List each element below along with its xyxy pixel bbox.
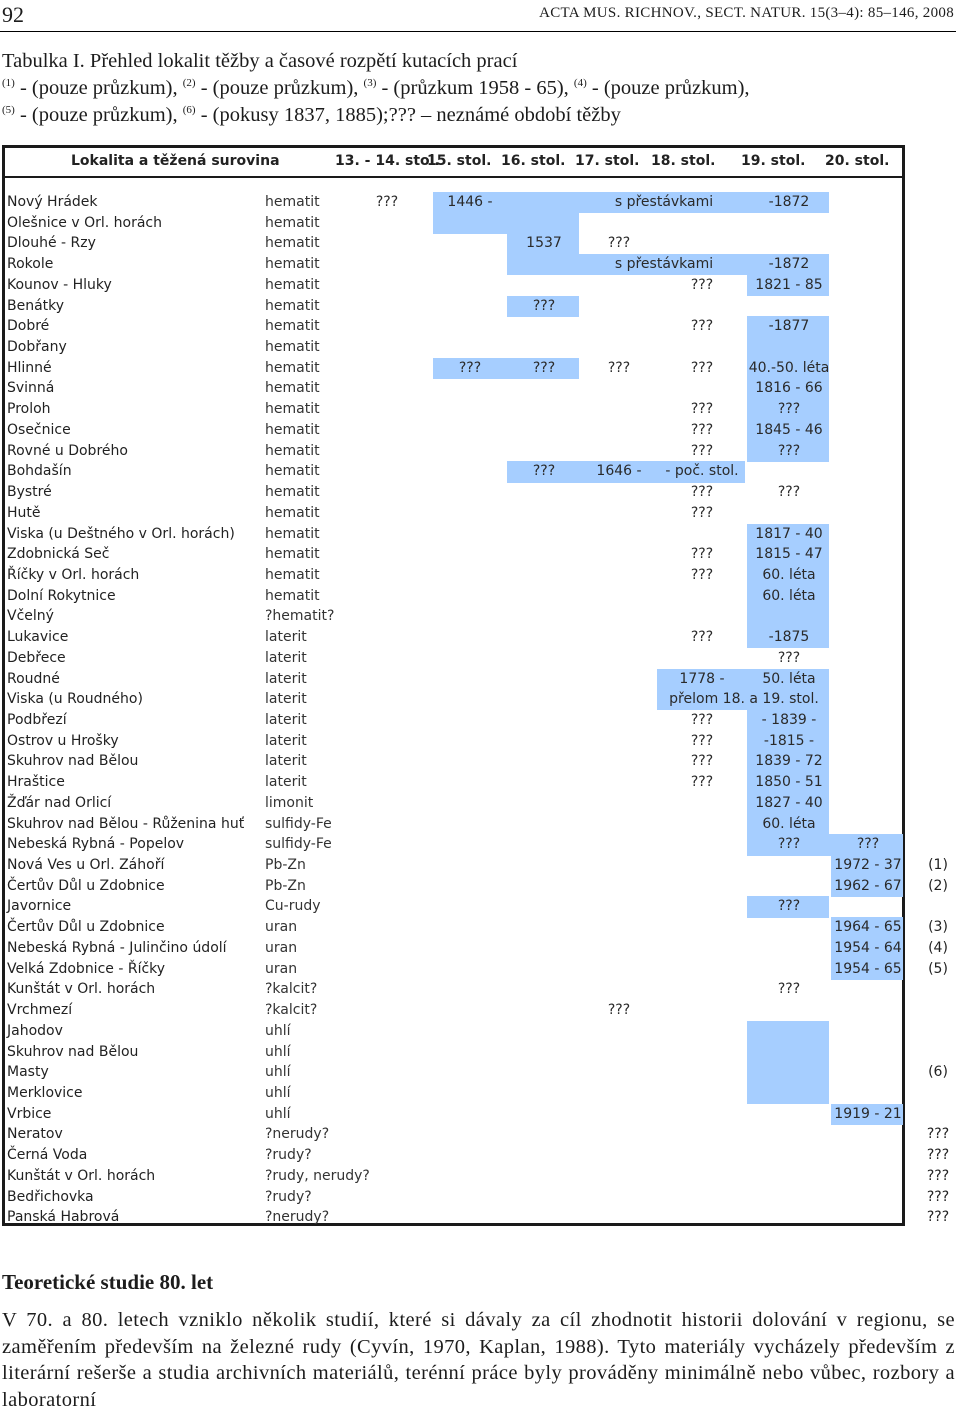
locality-name: Kunštát v Orl. horách [7,981,156,998]
ore-type: hematit [265,214,320,231]
period-label: ??? [690,484,714,501]
header-locality-label: Lokalita a těžená surovina [71,153,280,169]
locality-name: Nebeská Rybná - Julinčino údolí [7,939,227,956]
period-label: ??? [690,504,714,521]
ore-type: uran [265,960,298,977]
ore-type: laterit [265,753,307,770]
period-label: 1816 - 66 [755,380,823,397]
period-label: ??? [856,836,880,853]
period-label: 1446 - [447,194,493,210]
locality-name: Říčky v Orl. horách [7,566,140,583]
row-note-mark: ??? [926,1188,950,1205]
period-label: ??? [690,629,714,646]
locality-name: Debřece [7,649,66,666]
legend-note-number: (4) [573,77,587,90]
row-note-mark: ??? [926,1126,950,1143]
header-rule [0,31,956,32]
legend-note-text: - (pouze průzkum), [586,77,750,99]
mining-period-bar [747,606,829,627]
row-note-mark: ??? [926,1147,950,1164]
ore-type: uhlí [265,1043,291,1060]
ore-type: Pb-Zn [265,877,306,894]
ore-type: uran [265,919,298,936]
ore-type: hematit [265,504,320,521]
legend-note-text: - (pouze průzkum), [14,104,183,126]
locality-name: Lukavice [7,629,69,646]
period-label: - poč. stol. [665,463,739,480]
table-title: Tabulka I. Přehled lokalit těžby a časové rozpětí kutacích prací [2,50,518,72]
locality-name: Bohdašín [7,463,72,480]
ore-type: laterit [265,691,307,708]
ore-type: ?hematit? [265,608,335,625]
period-label: s přestávkami [614,256,714,273]
period-label: 60. léta [762,587,816,604]
period-label: 1815 - 47 [755,546,823,563]
ore-type: hematit [265,359,320,376]
ore-type: hematit [265,401,320,418]
period-label: 1827 - 40 [755,794,823,811]
locality-name: Osečnice [7,421,71,438]
locality-name: Olešnice v Orl. horách [7,214,162,231]
period-label: ??? [777,484,801,501]
period-label: -1815 - [763,732,815,749]
locality-name: Velká Zdobnice - Říčky [7,960,166,977]
period-label: 1954 - 64 [834,939,902,956]
locality-name: Dobré [7,318,50,335]
header-century: 19. stol. [741,153,806,169]
ore-type: Pb-Zn [265,857,306,874]
period-label: 60. léta [762,566,816,583]
ore-type: hematit [265,256,320,273]
locality-name: Čertův Důl u Zdobnice [7,919,165,936]
period-label: 1821 - 85 [755,276,823,293]
locality-name: Bedřichovka [7,1188,94,1205]
locality-name: Skuhrov nad Bělou - Růženina huť [7,815,245,832]
ore-type: laterit [265,629,307,646]
period-label: -1872 [768,256,810,273]
locality-name: Viska (u Roudného) [7,691,143,708]
legend-note-text: - (pouze průzkum), [195,77,364,99]
locality-name: Dobřany [7,339,67,356]
period-label: ??? [532,359,556,376]
ore-type: hematit [265,566,320,583]
period-label: ??? [777,898,801,915]
period-label: ??? [690,421,714,438]
row-note-mark: ??? [926,1167,950,1184]
legend-note-number: (3) [363,77,377,90]
period-label: přelom 18. a 19. stol. [669,691,819,708]
row-note-mark: (6) [928,1064,948,1081]
legend-note-number: (5) [2,104,15,117]
header-century: 17. stol. [575,153,640,169]
period-label: s přestávkami [614,194,714,210]
period-label: ??? [532,463,556,480]
row-note-mark: (3) [928,919,948,936]
locality-name: Kunštát v Orl. horách [7,1167,156,1184]
locality-name: Dolní Rokytnice [7,587,116,604]
period-label: ??? [458,359,482,376]
period-label: ??? [690,359,714,376]
period-label: 50. léta [762,670,816,687]
ore-type: uhlí [265,1084,291,1101]
body-paragraph: V 70. a 80. letech vzniklo několik studií, které si dávaly za cíl zhodnotit historii dolování v regionu, se zaměřením především na železné rudy (Cyvín, 1970, Kaplan, 1988). Tyto materiály vycházely především z literární rešerše a studia archivních materiálů, terénní práce byly prováděny minimálně nebo vůbec, rozbory a laboratorní [2,1309,955,1412]
period-label: ??? [532,297,556,314]
locality-name: Javornice [7,898,72,915]
period-label: ??? [690,774,714,791]
ore-type: laterit [265,712,307,728]
ore-type: ?rudy, nerudy? [265,1167,370,1184]
locality-name: Neratov [7,1126,63,1143]
locality-name: Nebeská Rybná - Popelov [7,836,185,853]
ore-type: laterit [265,649,307,666]
locality-name: Hraštice [7,774,65,791]
ore-type: uhlí [265,1064,291,1081]
locality-name: Benátky [7,297,65,314]
mining-period-bar [747,337,829,358]
header-century: 16. stol. [501,153,566,169]
period-label: ??? [690,318,714,335]
period-label: ??? [690,442,714,459]
ore-type: hematit [265,421,320,438]
locality-name: Rokole [7,256,54,273]
period-label: ??? [690,566,714,583]
ore-type: sulfidy-Fe [265,815,332,832]
period-label: 60. léta [762,815,816,832]
locality-name: Skuhrov nad Bělou [7,1043,139,1060]
period-label: 1919 - 21 [834,1105,902,1122]
locality-name: Masty [7,1064,49,1081]
ore-type: laterit [265,774,307,791]
ore-type: hematit [265,484,320,501]
period-label: ??? [777,981,801,998]
row-note-mark: (2) [928,877,948,894]
page-number: 92 [2,2,24,27]
period-label: 1778 - [679,670,725,687]
period-label: 1972 - 37 [834,857,902,874]
ore-type: hematit [265,297,320,314]
period-label: 1845 - 46 [755,421,823,438]
ore-type: hematit [265,276,320,293]
locality-name: Žďár nad Orlicí [7,794,112,811]
locality-name: Svinná [7,380,55,397]
header-century: 18. stol. [651,153,716,169]
header-century: 15. stol. [427,153,492,169]
ore-type: hematit [265,235,320,252]
locality-name: Podbřezí [7,712,67,728]
ore-type: ?kalcit? [265,981,318,998]
locality-name: Roudné [7,670,60,687]
locality-name: Zdobnická Seč [7,546,110,563]
locality-name: Kounov - Hluky [7,276,112,293]
table-header [5,148,902,178]
period-label: ??? [777,442,801,459]
period-label: 1839 - 72 [755,753,823,770]
period-label: 1962 - 67 [834,877,902,894]
ore-type: hematit [265,194,320,210]
mining-period-bar [433,213,579,234]
period-label: 1964 - 65 [834,919,902,936]
mining-period-bar [747,1021,829,1042]
period-label: ??? [375,194,399,210]
ore-type: ?rudy? [265,1147,312,1164]
ore-type: uhlí [265,1022,291,1039]
table-legend-line [2,104,621,127]
ore-type: ?nerudy? [265,1209,330,1226]
ore-type: laterit [265,670,307,687]
locality-name: Panská Habrová [7,1209,120,1226]
header-century: 13. - 14. stol. [335,153,440,169]
row-note-mark: (5) [928,960,948,977]
ore-type: ?rudy? [265,1188,312,1205]
legend-note-text: - (pouze průzkum), [14,77,183,99]
ore-type: Cu-rudy [265,898,321,915]
header-century: 20. stol. [825,153,890,169]
ore-type: hematit [265,546,320,563]
locality-name: Včelný [7,608,54,625]
period-label: ??? [690,712,714,728]
locality-name: Merklovice [7,1084,83,1101]
mining-period-bar [747,1083,829,1104]
legend-note-number: (6) [182,104,196,117]
ore-type: hematit [265,380,320,397]
period-label: 1817 - 40 [755,525,823,542]
locality-name: Nová Ves u Orl. Záhoří [7,857,165,874]
legend-note-number: (2) [182,77,196,90]
legend-note-number: (1) [2,77,15,90]
period-label: 40.-50. léta [748,359,830,376]
locality-name: Vrchmezí [7,1002,73,1019]
period-label: ??? [690,753,714,770]
locality-name: Bystré [7,484,52,501]
period-label: ??? [690,732,714,749]
locality-name: Čertův Důl u Zdobnice [7,877,165,894]
row-note-mark: (1) [928,857,948,874]
locality-name: Jahodov [7,1022,63,1039]
ore-type: sulfidy-Fe [265,836,332,853]
period-label: -1872 [768,194,810,210]
locality-name: Nový Hrádek [7,194,98,210]
row-note-mark: (4) [928,939,948,956]
period-label: 1954 - 65 [834,960,902,977]
period-label: 1646 - [596,463,642,480]
legend-note-text: - (pokusy 1837, 1885);??? – neznámé období těžby [195,104,621,126]
ore-type: ?kalcit? [265,1002,318,1019]
ore-type: laterit [265,732,307,749]
ore-type: uran [265,939,298,956]
locality-name: Hutě [7,504,41,521]
locality-name: Černá Voda [7,1147,88,1164]
period-label: - 1839 - [761,712,817,728]
period-label: ??? [777,836,801,853]
period-label: ??? [690,276,714,293]
ore-type: hematit [265,587,320,604]
period-label: ??? [607,359,631,376]
period-label: -1877 [768,318,810,335]
ore-type: ?nerudy? [265,1126,330,1143]
locality-name: Vrbice [7,1105,52,1122]
locality-name: Proloh [7,401,51,418]
legend-note-text: - (průzkum 1958 - 65), [376,77,574,99]
locality-name: Ostrov u Hrošky [7,732,119,749]
mining-period-bar [747,1062,829,1083]
journal-header: ACTA MUS. RICHNOV., SECT. NATUR. 15(3–4): 85–146, 2008 [539,5,954,21]
ore-type: hematit [265,339,320,356]
ore-type: hematit [265,318,320,335]
ore-type: hematit [265,525,320,542]
period-label: ??? [777,649,801,666]
period-label: 1850 - 51 [755,774,823,791]
mining-period-bar [747,1042,829,1063]
locality-name: Dlouhé - Rzy [7,235,96,252]
locality-name: Skuhrov nad Bělou [7,753,139,770]
period-label: ??? [777,401,801,418]
period-label: ??? [607,1002,631,1019]
ore-type: hematit [265,442,320,459]
ore-type: limonit [265,794,314,811]
period-label: 1537 [526,235,562,252]
mining-timeline-table [2,145,905,1226]
ore-type: hematit [265,463,320,480]
period-label: -1875 [768,629,810,646]
section-heading: Teoretické studie 80. let [2,1270,214,1294]
period-label: ??? [690,401,714,418]
locality-name: Viska (u Deštného v Orl. horách) [7,525,235,542]
period-label: ??? [690,546,714,563]
locality-name: Rovné u Dobrého [7,442,128,459]
row-note-mark: ??? [926,1209,950,1226]
ore-type: uhlí [265,1105,291,1122]
locality-name: Hlinné [7,359,52,376]
table-legend-line [2,77,750,100]
period-label: ??? [607,235,631,252]
